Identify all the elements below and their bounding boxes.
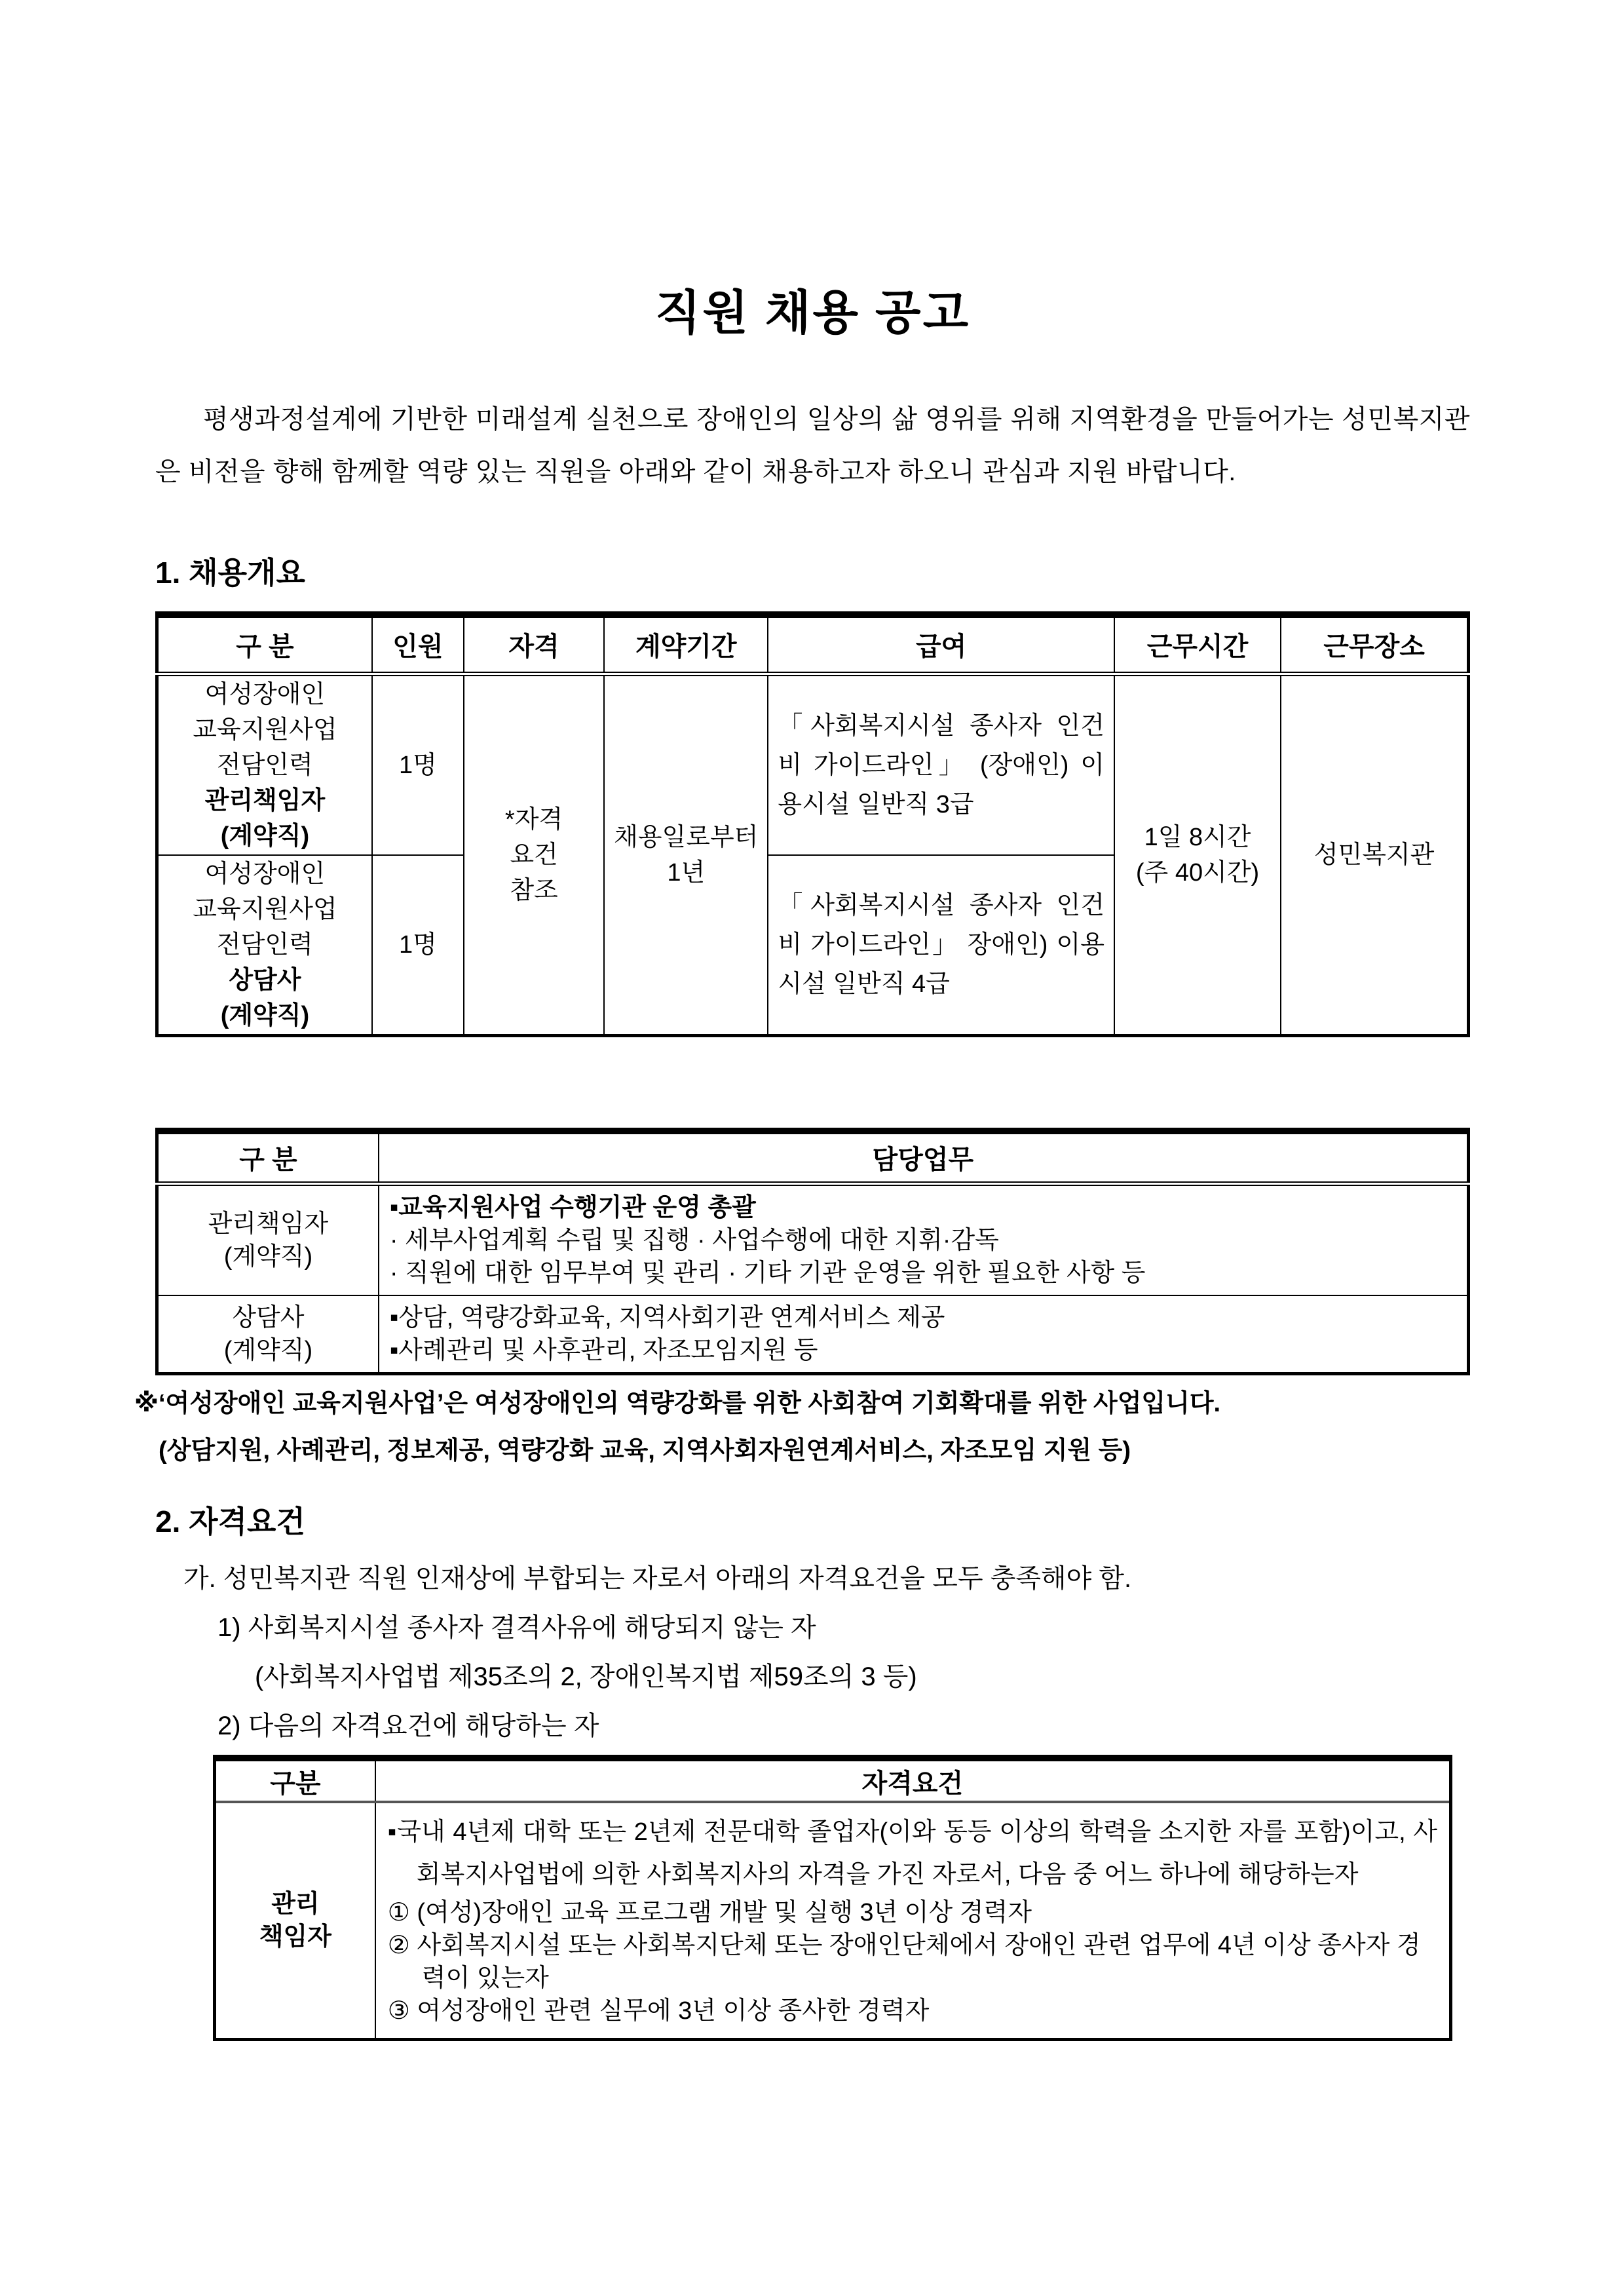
section2-heading: 2. 자격요건 [155, 1504, 305, 1539]
cell-headcount: 1명 [372, 855, 464, 1036]
cell-position [157, 1295, 379, 1374]
cell-line: 교육지원사업 [193, 895, 337, 923]
cell-salary: 「사회복지시설 종사자 인건비 가이드라인」 (장애인) 이용시설 일반직 3급 [768, 674, 1114, 855]
duty-line: ▪교육지원사업 수행기관 운영 총괄 [389, 1193, 756, 1221]
cell-line: *자격 [504, 805, 563, 833]
col-header-headcount: 인원 [372, 615, 464, 674]
cell-line: (주 40시간) [1135, 858, 1260, 887]
qualification-item-2: 2) 다음의 자격요건에 해당하는 자 [217, 1712, 599, 1741]
cell-headcount: 1명 [372, 674, 464, 855]
cell-line: 참조 [510, 876, 558, 904]
requirement-main: ▪국내 4년제 대학 또는 2년제 전문대학 졸업자(이와 동등 이상의 학력을 소지한 자를 포함)이고, 사회복지사업법에 의한 사회복지사의 자격을 가진 자로서, 다음 중 어느 하나에 해당하는자 [387, 1818, 1437, 1889]
cell-salary: 「사회복지시설 종사자 인건비 가이드라인」 장애인) 이용시설 일반직 4급 [768, 855, 1114, 1036]
requirements-table [213, 1755, 1452, 2041]
requirement-item-3: ③ 여성장애인 관련 실무에 3년 이상 종사한 경력자 [387, 1997, 930, 2025]
cell-line: 관리책임자 [208, 1210, 329, 1238]
duties-table [155, 1128, 1470, 1375]
cell-line: 여성장애인 [204, 860, 326, 888]
cell-line: 전담인력 [216, 930, 313, 959]
cell-line: 상담사 [229, 966, 301, 994]
requirements-row-manager [215, 1802, 1451, 2040]
qualification-item-ga: 가. 성민복지관 직원 인재상에 부합되는 자로서 아래의 자격요건을 모두 충족해야 함. [183, 1564, 1132, 1594]
requirement-item-2: ② 사회복지시설 또는 사회복지단체 또는 장애인단체에서 장애인 관련 업무에 4년 이상 종사자 경력이 있는자 [387, 1932, 1421, 1993]
cell-work-hours [1114, 674, 1281, 1035]
cell-line: 여성장애인 [204, 680, 326, 708]
cell-line: 전담인력 [216, 751, 313, 779]
overview-row-manager [157, 674, 1469, 855]
col-header-category: 구분 [215, 1758, 375, 1802]
cell-line: 관리책임자 [204, 786, 326, 814]
col-header-category: 구 분 [157, 615, 372, 674]
document-content [0, 286, 1624, 2041]
duty-line: ▪상담, 역량강화교육, 지역사회기관 연계서비스 제공 [389, 1303, 945, 1331]
cell-line: 책임자 [259, 1923, 331, 1951]
duties-header-row [157, 1131, 1469, 1184]
requirement-item-1: ① (여성)장애인 교육 프로그램 개발 및 실행 3년 이상 경력자 [387, 1899, 1032, 1927]
cell-line: 요건 [510, 841, 558, 869]
duty-line: ▪사례관리 및 사후관리, 자조모임지원 등 [389, 1336, 818, 1364]
cell-line: 상담사 [232, 1303, 305, 1331]
col-header-requirements: 자격요건 [375, 1758, 1451, 1802]
cell-line: (계약직) [223, 1336, 313, 1364]
col-header-workplace: 근무장소 [1281, 615, 1468, 674]
cell-requirements [375, 1802, 1451, 2040]
duties-row-counselor [157, 1295, 1469, 1374]
intro-paragraph: 평생과정설계에 기반한 미래설계 실천으로 장애인의 일상의 삶 영위를 위해 지역환경을 만들어가는 성민복지관은 비전을 향해 함께할 역량 있는 직원을 아래와 같이 채용하고자 하오니 관심과 지원 바랍니다. [155, 404, 1470, 486]
cell-line: 관리 [271, 1890, 320, 1919]
overview-header-row [157, 615, 1469, 674]
cell-line: 교육지원사업 [193, 716, 337, 744]
col-header-salary: 급여 [768, 615, 1114, 674]
cell-qualification-note [464, 674, 604, 1035]
requirements-header-row [215, 1758, 1451, 1802]
col-header-category: 구 분 [157, 1131, 379, 1184]
duties-row-manager [157, 1183, 1469, 1295]
cell-line: 1년 [667, 858, 706, 887]
cell-duties [379, 1183, 1469, 1295]
cell-line: (계약직) [223, 1242, 313, 1271]
note-line-2: (상담지원, 사례관리, 정보제공, 역량강화 교육, 지역사회자원연계서비스, 자조모임 지원 등) [159, 1436, 1131, 1464]
cell-contract-period [604, 674, 768, 1035]
note-line-1: ※‘여성장애인 교육지원사업’은 여성장애인의 역량강화를 위한 사회참여 기회확대를 위한 사업입니다. [134, 1389, 1221, 1417]
recruitment-overview-table [155, 611, 1470, 1037]
duty-line: · 세부사업계획 수립 및 집행 · 사업수행에 대한 지휘·감독 [389, 1226, 999, 1254]
cell-position [157, 674, 372, 855]
duty-line: · 직원에 대한 임무부여 및 관리 · 기타 기관 운영을 위한 필요한 사항 등 [389, 1259, 1146, 1287]
cell-workplace: 성민복지관 [1281, 674, 1468, 1035]
section1-heading: 1. 채용개요 [155, 555, 305, 590]
doc-title: 직원 채용 공고 [654, 287, 971, 339]
col-header-duties: 담당업무 [379, 1131, 1469, 1184]
cell-line: 채용일로부터 [614, 823, 759, 851]
cell-line: (계약직) [220, 822, 310, 850]
cell-duties [379, 1295, 1469, 1374]
col-header-qualification: 자격 [464, 615, 604, 674]
cell-line: 1일 8시간 [1144, 823, 1251, 851]
qualification-item-1: 1) 사회복지시설 종사자 결격사유에 해당되지 않는 자 [217, 1613, 816, 1643]
col-header-contract-period: 계약기간 [604, 615, 768, 674]
qualification-item-1-sub: (사회복지사업법 제35조의 2, 장애인복지법 제59조의 3 등) [255, 1662, 917, 1692]
cell-line: (계약직) [220, 1001, 310, 1029]
cell-position [157, 855, 372, 1036]
col-header-work-hours: 근무시간 [1114, 615, 1281, 674]
cell-position [215, 1802, 375, 2040]
cell-position [157, 1183, 379, 1295]
